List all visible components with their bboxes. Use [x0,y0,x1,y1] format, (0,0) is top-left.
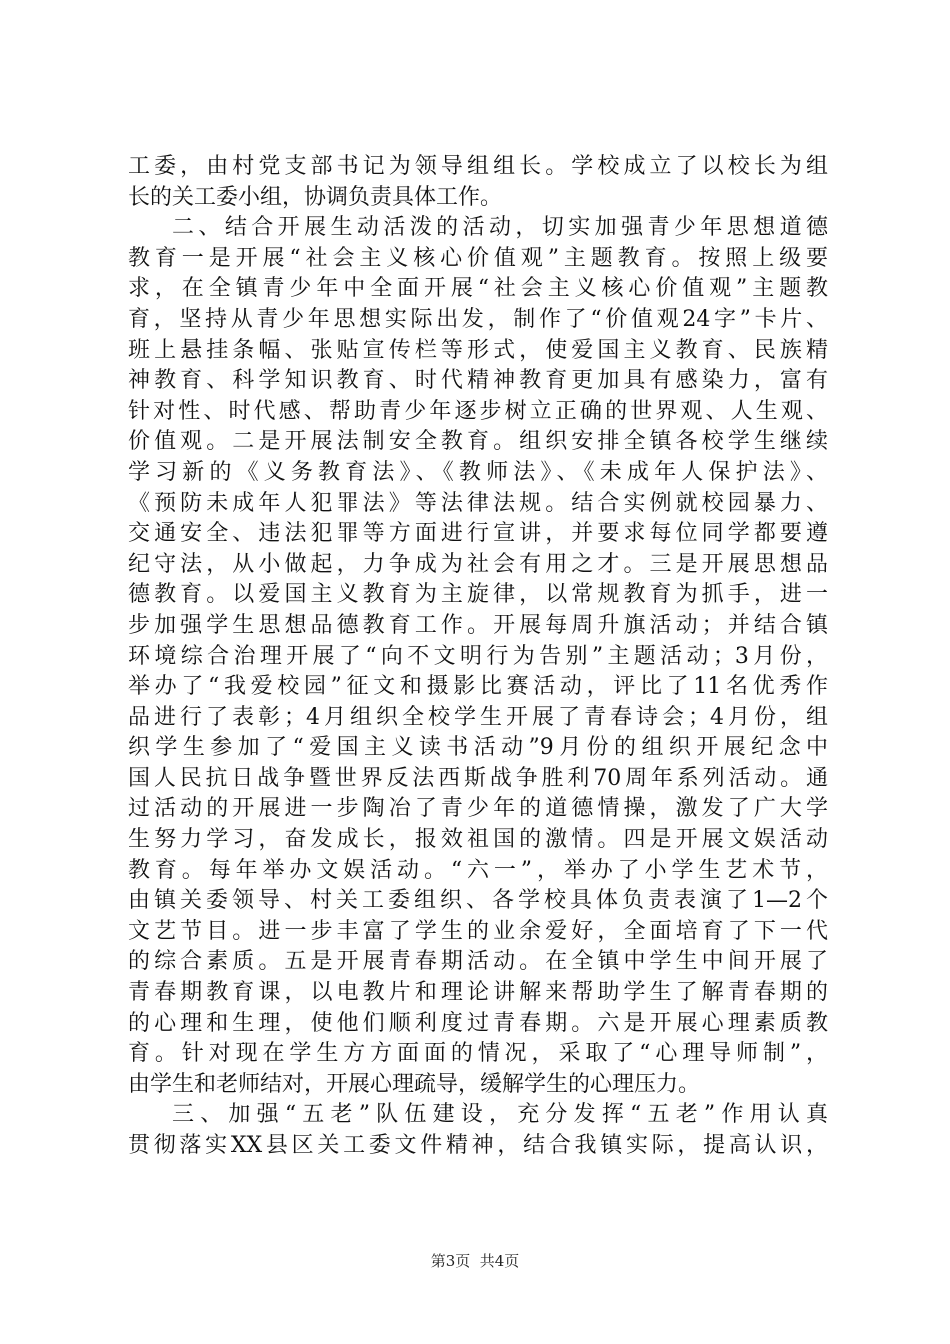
text-line: 教育。每年举办文娱活动。“六一”，举办了小学生艺术节， [128,857,828,883]
page-footer: 第3页 共4页 [430,1252,520,1270]
text-line: 价值观。二是开展法制安全教育。组织安排全镇各校学生继续 [128,429,828,455]
text-line: 针对性、时代感、帮助青少年逐步树立正确的世界观、人生观、 [128,398,828,424]
text-line: 班上悬挂条幅、张贴宣传栏等形式，使爱国主义教育、民族精 [128,337,828,363]
text-line: 生努力学习，奋发成长，报效祖国的激情。四是开展文娱活动 [128,827,828,853]
text-line: 工委，由村党支部书记为领导组组长。学校成立了以校长为组 [128,154,828,179]
text-line: 由学生和老师结对，开展心理疏导，缓解学生的心理压力。 [128,1071,701,1097]
text-line: 贯彻落实XX县区关工委文件精神，结合我镇实际，提高认识， [128,1133,828,1158]
text-line: 神教育、科学知识教育、时代精神教育更加具有感染力，富有 [128,368,828,394]
text-line: 交通安全、违法犯罪等方面进行宣讲，并要求每位同学都要遵 [128,521,828,547]
text-line: 长的关工委小组，协调负责具体工作。 [128,184,503,210]
text-line: 的心理和生理，使他们顺利度过青春期。六是开展心理素质教 [128,1010,828,1036]
text-line: 教育一是开展“社会主义核心价值观”主题教育。按照上级要 [128,245,828,271]
text-line: 德教育。以爱国主义教育为主旋律，以常规教育为抓手，进一 [128,582,828,608]
text-line: 步加强学生思想品德教育工作。开展每周升旗活动；并结合镇 [128,612,828,638]
text-line: 环境综合治理开展了“向不文明行为告别”主题活动；3月份， [128,643,828,669]
text-line: 过活动的开展进一步陶冶了青少年的道德情操，激发了广大学 [128,796,828,822]
text-line: 《预防未成年人犯罪法》等法律法规。结合实例就校园暴力、 [128,490,828,516]
text-line: 文艺节目。进一步丰富了学生的业余爱好，全面培育了下一代 [128,918,828,944]
text-line: 举办了“我爱校园”征文和摄影比赛活动，评比了11名优秀作 [128,674,828,700]
body-text [128,152,828,1162]
text-line: 品进行了表彰；4月组织全校学生开展了青春诗会；4月份，组 [128,704,828,730]
text-line: 育。针对现在学生方方面面的情况，采取了“心理导师制”， [128,1041,828,1067]
text-line: 国人民抗日战争暨世界反法西斯战争胜利70周年系列活动。通 [128,765,828,791]
text-line: 的综合素质。五是开展青春期活动。在全镇中学生中间开展了 [128,949,828,975]
text-line: 由镇关委领导、村关工委组织、各学校具体负责表演了1—2个 [128,888,828,914]
text-line: 纪守法，从小做起，力争成为社会有用之才。三是开展思想品 [128,551,828,577]
text-line: 织学生参加了“爱国主义读书活动”9月份的组织开展纪念中 [128,735,828,761]
text-line: 三、加强“五老”队伍建设，充分发挥“五老”作用认真 [172,1102,828,1128]
text-line: 学习新的《义务教育法》、《教师法》、《未成年人保护法》、 [128,459,828,485]
text-line: 青春期教育课，以电教片和理论讲解来帮助学生了解青春期的 [128,980,828,1006]
text-line: 育，坚持从青少年思想实际出发，制作了“价值观24字”卡片、 [128,306,828,332]
text-line: 二、结合开展生动活泼的活动，切实加强青少年思想道德 [172,215,828,241]
text-line: 求，在全镇青少年中全面开展“社会主义核心价值观”主题教 [128,276,828,302]
